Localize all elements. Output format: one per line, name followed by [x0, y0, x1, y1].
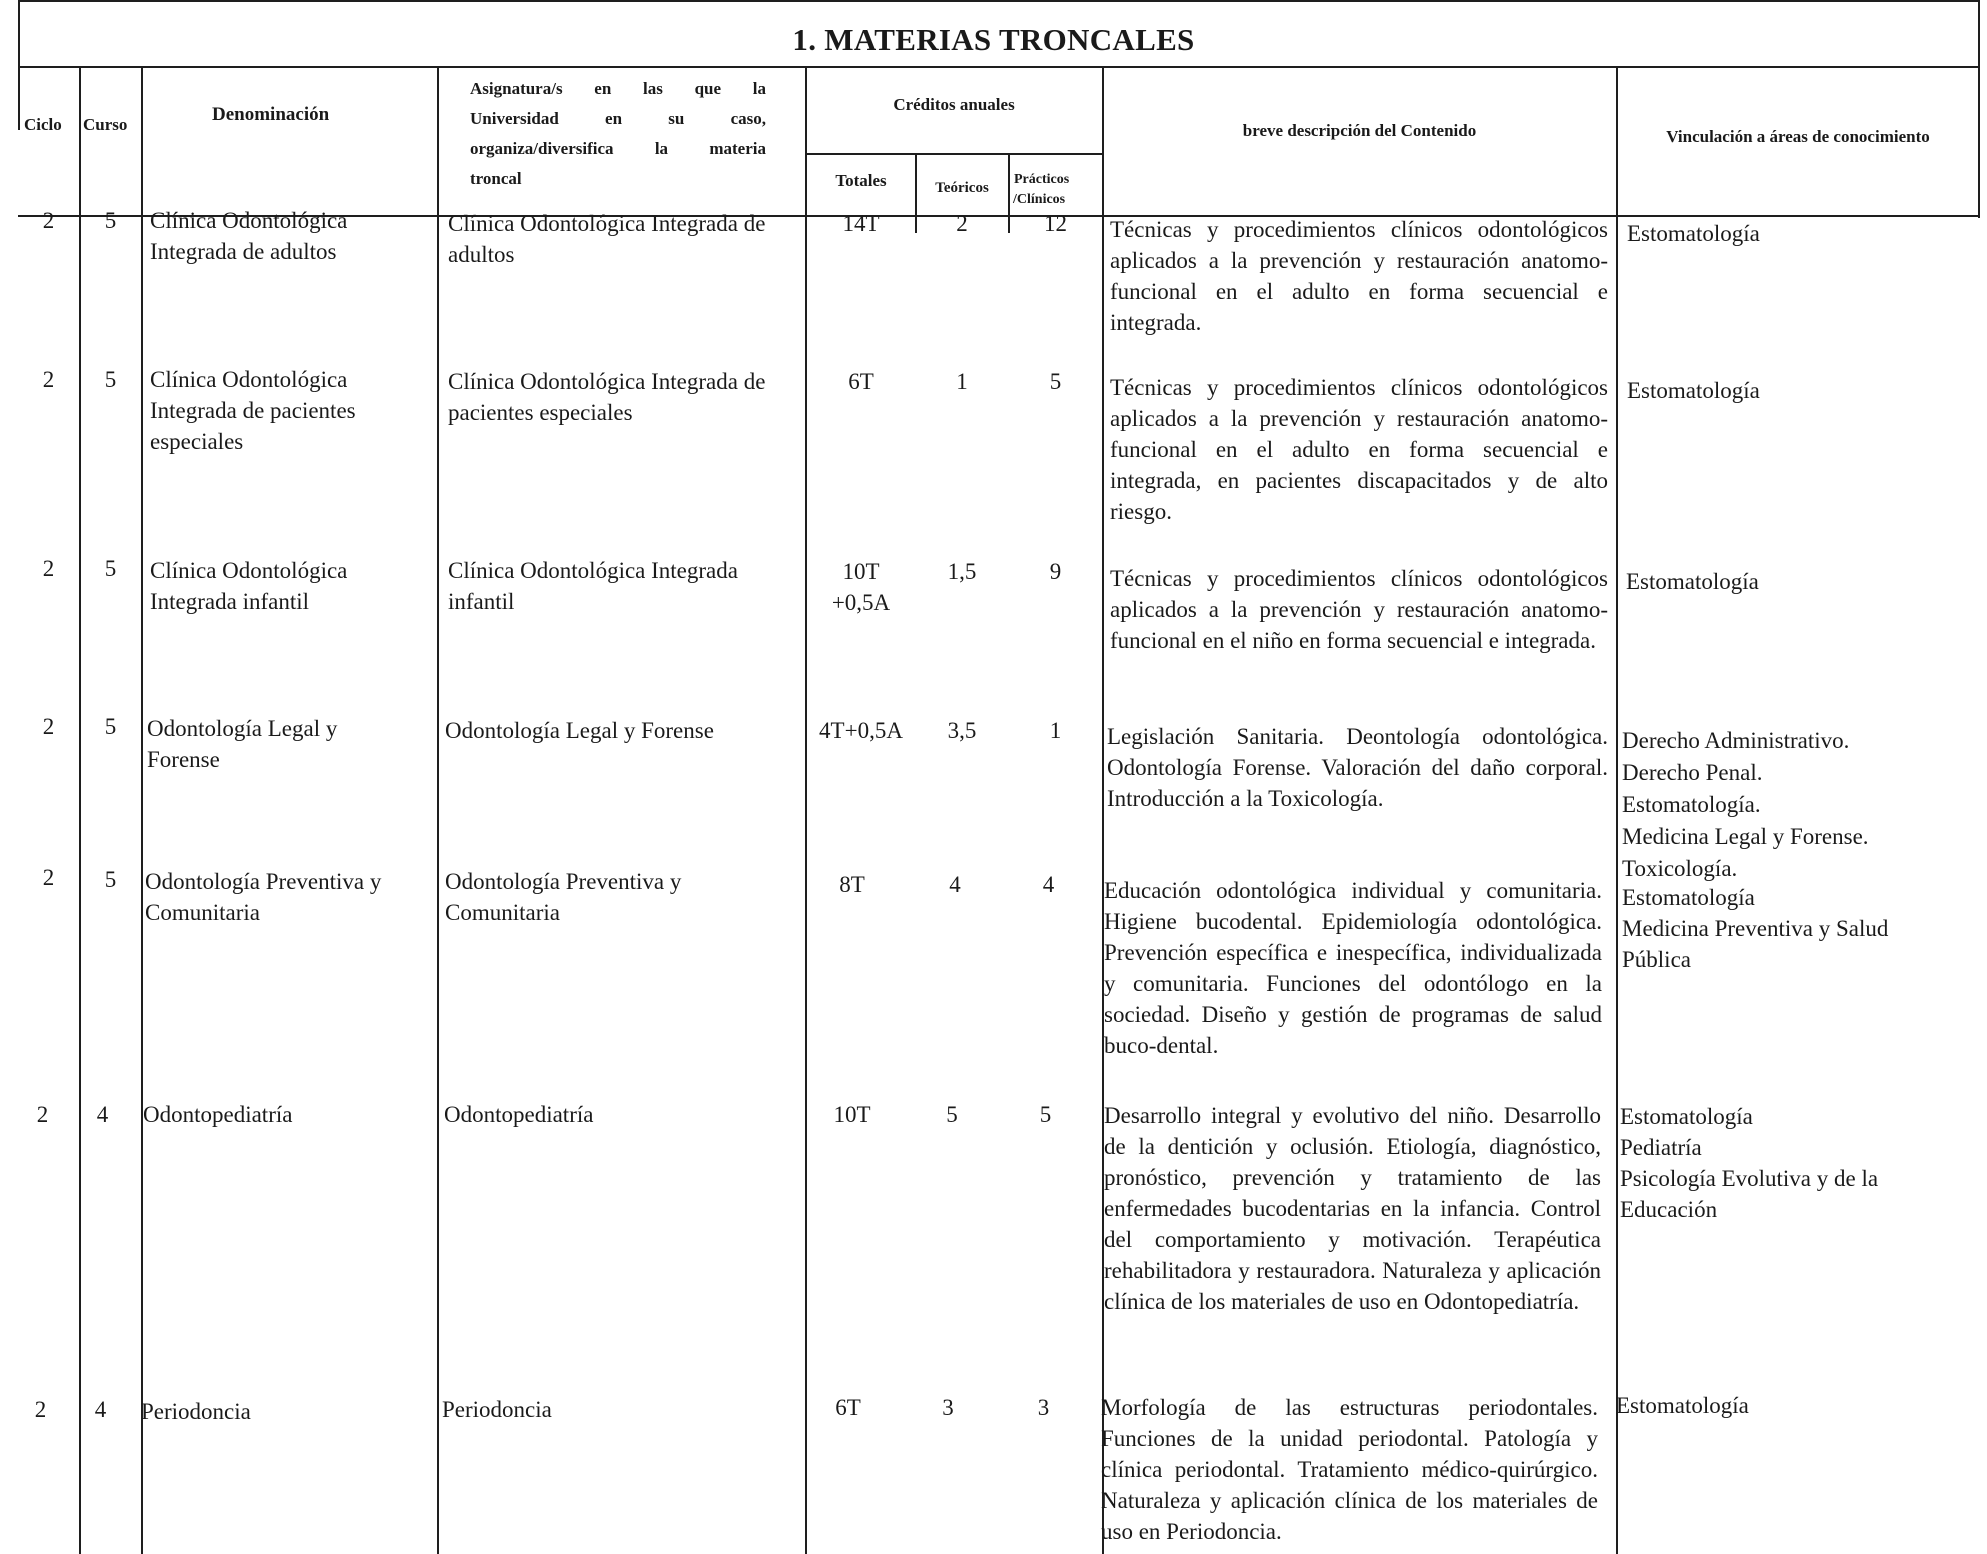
cell-curso: 5 [104, 867, 117, 892]
cell-denominacion: Clínica Odontológica Integrada de pacientes especiales [150, 367, 356, 454]
cell-ciclo: 2 [34, 1397, 47, 1422]
cell-descripcion: Técnicas y procedimientos clínicos odontológicos aplicados a la prevención y restauración anatomo-funcional en el niño en forma secuencial e integrada. [1110, 566, 1608, 653]
cell-curso: 5 [104, 714, 117, 739]
cell-asignatura: Clínica Odontológica Integrada de adultos [448, 211, 766, 267]
header-asignatura-line: Universidad en su caso, [470, 109, 766, 128]
cell-denominacion: Clínica Odontológica Integrada de adultos [150, 208, 348, 264]
header-denominacion: Denominación [212, 104, 330, 125]
cell-ciclo: 2 [42, 208, 55, 233]
cell-vinculacion: Estomatología [1626, 569, 1759, 594]
cell-curso: 5 [104, 556, 117, 581]
cell-practicos: 5 [1049, 369, 1062, 394]
col-rule-vinculacion [1616, 66, 1618, 1554]
cell-totales: 6T [848, 369, 874, 394]
title-bottom-rule [18, 66, 1980, 68]
cell-descripcion: Desarrollo integral y evolutivo del niño. Desarrollo de la dentición y oclusión. Etiología, diagnóstico, pronóstico, prevención y tratamiento de las enfermedades bucodentarias en la infancia. Control del comportamiento y motivación. Terapéutica rehabilitadora y restauradora. Naturaleza y aplicación clínica de los materiales de uso en Odontopediatría. [1104, 1103, 1601, 1314]
vinculacion-item: Psicología Evolutiva y de la Educación [1620, 1166, 1879, 1222]
col-rule-curso [79, 66, 81, 1554]
cell-asignatura: Clínica Odontológica Integrada de pacientes especiales [448, 369, 766, 425]
cell-curso: 4 [96, 1102, 109, 1127]
cell-ciclo: 2 [42, 714, 55, 739]
vinculacion-item: Toxicología. [1622, 856, 1738, 881]
vinculacion-item: Medicina Legal y Forense. [1622, 824, 1869, 849]
cell-asignatura: Odontología Preventiva y Comunitaria [445, 869, 682, 925]
cell-totales: 10T +0,5A [831, 559, 891, 615]
vinculacion-item: Estomatología [1622, 885, 1755, 910]
col-rule-asignatura [437, 66, 439, 1554]
cell-denominacion: Periodoncia [141, 1399, 251, 1424]
vinculacion-item: Derecho Penal. [1622, 760, 1763, 785]
cell-practicos: 4 [1042, 872, 1055, 897]
table-left-border [18, 0, 20, 130]
cell-teoricos: 4 [949, 872, 961, 897]
cell-totales: 8T [839, 872, 865, 897]
vinculacion-item: Estomatología [1620, 1104, 1753, 1129]
cell-teoricos: 3 [942, 1395, 954, 1420]
cell-vinculacion: Estomatología [1627, 378, 1760, 403]
header-creditos-anuales: Créditos anuales [893, 95, 1015, 114]
cell-teoricos: 2 [956, 211, 968, 236]
header-ciclo: Ciclo [24, 115, 62, 134]
cell-denominacion: Odontología Legal y Forense [147, 716, 338, 772]
cell-denominacion: Odontología Preventiva y Comunitaria [145, 869, 382, 925]
cell-curso: 5 [104, 367, 117, 392]
header-practicos: Prácticos [1014, 172, 1070, 187]
cell-totales: 4T+0,5A [819, 718, 903, 743]
cell-descripcion: Técnicas y procedimientos clínicos odontológicos aplicados a la prevención y restauración anatomo-funcional en el adulto en forma secuencial e integrada. [1110, 217, 1608, 335]
cell-teoricos: 5 [946, 1102, 958, 1127]
cell-vinculacion [1622, 725, 1972, 885]
cell-descripcion: Educación odontológica individual y comunitaria. Higiene bucodental. Epidemiología odontológica. Prevención específica e inespecífica, individualizada y comunitaria. Funciones del odontólogo en la sociedad. Diseño y gestión de programas de salud buco-dental. [1104, 878, 1602, 1058]
cell-asignatura: Odontología Legal y Forense [445, 718, 714, 743]
cell-ciclo: 2 [36, 1102, 49, 1127]
cell-practicos: 3 [1037, 1395, 1050, 1420]
vinculacion-item: Pediatría [1620, 1135, 1702, 1160]
header-asignatura-line: organiza/diversifica la materia [470, 139, 766, 158]
cell-practicos: 12 [1044, 211, 1067, 236]
cell-totales: 14T [842, 211, 880, 236]
cell-denominacion: Odontopediatría [143, 1102, 293, 1127]
header-vinculacion: Vinculación a áreas de conocimiento [1666, 127, 1930, 146]
cell-totales: 10T [833, 1102, 871, 1127]
cell-vinculacion: Estomatología [1616, 1393, 1749, 1418]
creditos-split-rule [806, 153, 1102, 155]
page-title: 1. MATERIAS TRONCALES [792, 22, 1195, 57]
cell-vinculacion [1622, 882, 1972, 975]
col-rule-totales [805, 66, 807, 1554]
cell-curso: 4 [94, 1397, 107, 1422]
cell-totales: 6T [835, 1395, 861, 1420]
cell-vinculacion: Estomatología [1627, 221, 1760, 246]
vinculacion-item: Medicina Preventiva y Salud Pública [1622, 916, 1889, 972]
col-rule-descripcion [1102, 66, 1104, 1554]
cell-curso: 5 [104, 208, 117, 233]
cell-teoricos: 1 [956, 369, 968, 394]
header-descripcion: breve descripción del Contenido [1242, 121, 1477, 140]
cell-teoricos: 1,5 [947, 559, 977, 584]
cell-ciclo: 2 [42, 556, 55, 581]
header-clinicos: /Clínicos [1013, 192, 1066, 207]
cell-practicos: 5 [1039, 1102, 1052, 1127]
header-asignatura-line: Asignatura/s en las que la [470, 79, 766, 98]
header-teoricos: Teóricos [935, 180, 989, 196]
cell-descripcion: Morfología de las estructuras periodontales. Funciones de la unidad periodontal. Patología y clínica periodontal. Tratamiento médico-quirúrgico. Naturaleza y aplicación clínica de los materiales de uso en Periodoncia. [1101, 1395, 1598, 1544]
cell-asignatura: Odontopediatría [444, 1102, 594, 1127]
cell-practicos: 1 [1049, 718, 1062, 743]
header-curso: Curso [83, 115, 128, 134]
cell-teoricos: 3,5 [947, 718, 977, 743]
header-asignatura-line: troncal [470, 169, 522, 188]
header-asignatura [470, 74, 766, 194]
col-rule-denominacion [141, 66, 143, 1554]
cell-asignatura: Clínica Odontológica Integrada infantil [448, 558, 738, 614]
cell-practicos: 9 [1049, 559, 1062, 584]
cell-vinculacion [1620, 1101, 1970, 1225]
vinculacion-item: Derecho Administrativo. [1622, 728, 1850, 753]
cell-denominacion: Clínica Odontológica Integrada infantil [150, 558, 348, 614]
header-totales: Totales [835, 171, 887, 190]
cell-descripcion: Técnicas y procedimientos clínicos odontológicos aplicados a la prevención y restauración anatomo-funcional en el adulto en forma secuencial e integrada, en pacientes discapacitados y de alto riesgo. [1110, 375, 1608, 524]
vinculacion-item: Estomatología. [1622, 792, 1761, 817]
cell-descripcion: Legislación Sanitaria. Deontología odontológica. Odontología Forense. Valoración del daño corporal. Introducción a la Toxicología. [1107, 724, 1608, 811]
table-top-rule [18, 0, 1978, 2]
cell-asignatura: Periodoncia [442, 1397, 552, 1422]
cell-ciclo: 2 [42, 865, 55, 890]
cell-ciclo: 2 [42, 367, 55, 392]
